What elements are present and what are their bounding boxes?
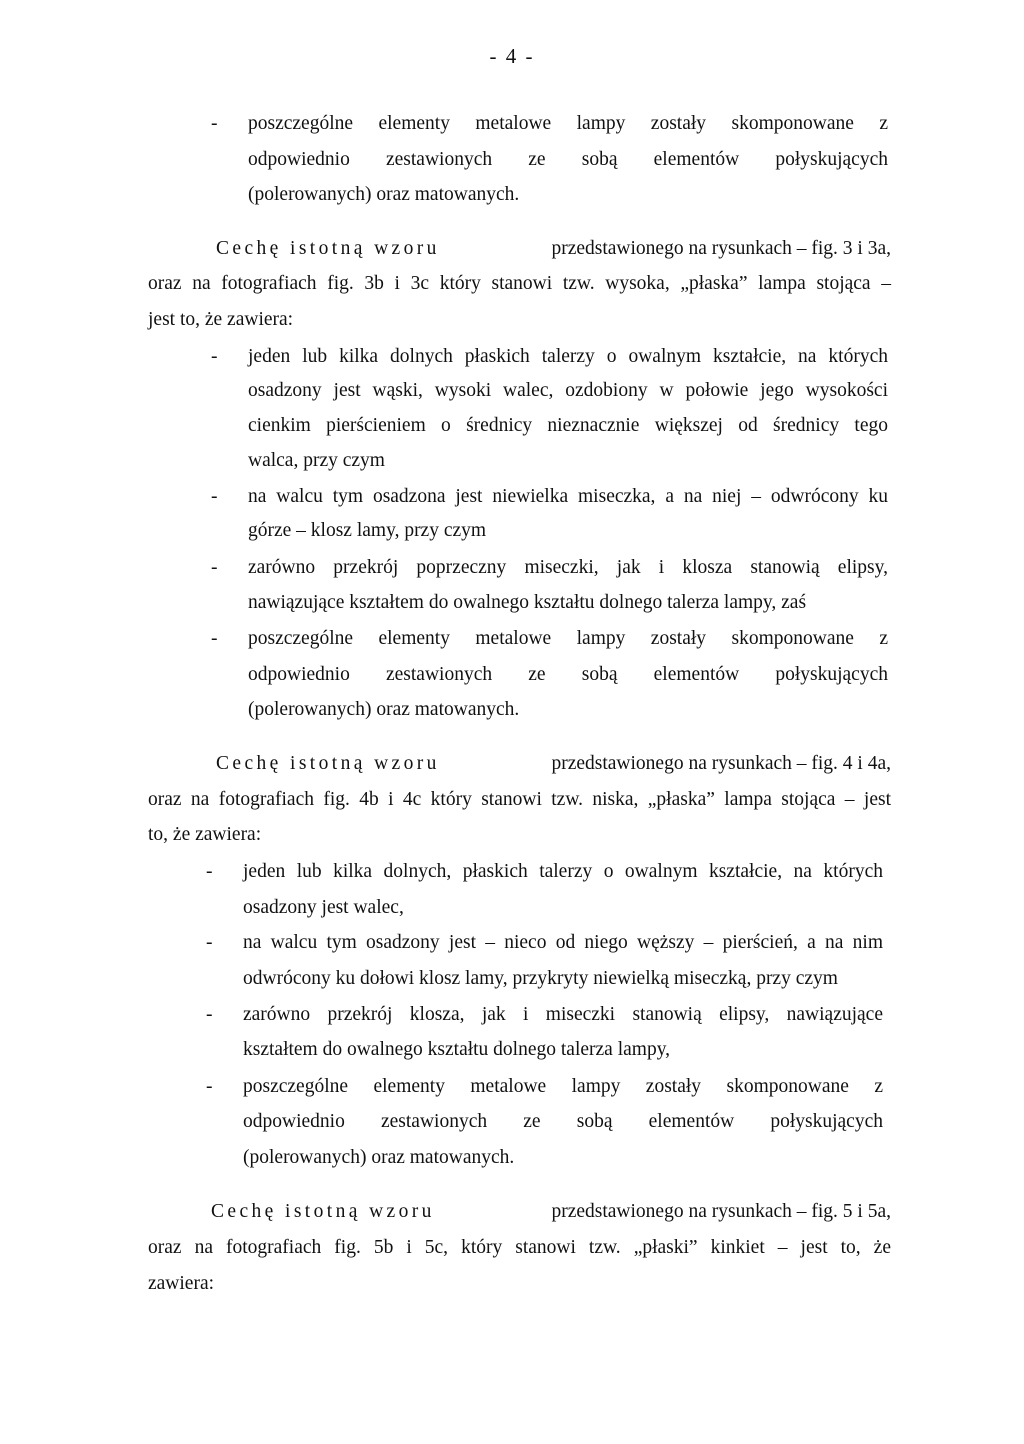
text-segment: przedstawionego na rysunkach – fig. 3 i 3a, bbox=[551, 238, 891, 259]
text-line: nawiązujące kształtem do owalnego kształtu dolnego talerza lampy, zaś bbox=[248, 592, 807, 613]
text-line: walca, przy czym bbox=[248, 450, 385, 471]
bullet-dash: - bbox=[211, 346, 218, 367]
text-line: odpowiednio zestawionych ze sobą elementów połyskujących bbox=[248, 664, 888, 685]
emphasis-lead: Cechę istotną wzoru bbox=[211, 1201, 435, 1222]
text-line: cienkim pierścieniem o średnicy nieznacznie większej od średnicy tego bbox=[248, 415, 888, 436]
text-line: (polerowanych) oraz matowanych. bbox=[243, 1147, 515, 1168]
text-line: jeden lub kilka dolnych, płaskich talerzy o owalnym kształcie, na których bbox=[243, 861, 883, 882]
text-line: oraz na fotografiach fig. 4b i 4c który stanowi tzw. niska, „płaska” lampa stojąca – jest bbox=[148, 789, 891, 810]
text-line: oraz na fotografiach fig. 5b i 5c, który stanowi tzw. „płaski” kinkiet – jest to, że bbox=[148, 1237, 891, 1258]
text-line: odpowiednio zestawionych ze sobą elementów połyskujących bbox=[243, 1111, 883, 1132]
bullet-dash: - bbox=[206, 1076, 213, 1097]
paragraph-lead-line bbox=[211, 1200, 891, 1224]
emphasis-lead: Cechę istotną wzoru bbox=[216, 238, 440, 259]
text-line: poszczególne elementy metalowe lampy zostały skomponowane z bbox=[243, 1076, 883, 1097]
bullet-dash: - bbox=[211, 628, 218, 649]
text-line: oraz na fotografiach fig. 3b i 3c który stanowi tzw. wysoka, „płaska” lampa stojąca – bbox=[148, 273, 891, 294]
emphasis-lead: Cechę istotną wzoru bbox=[216, 753, 440, 774]
text-line: na walcu tym osadzony jest – nieco od niego węższy – pierścień, a na nim bbox=[243, 932, 883, 953]
text-line: zarówno przekrój klosza, jak i miseczki stanowią elipsy, nawiązujące bbox=[243, 1004, 883, 1025]
text-line: osadzony jest wąski, wysoki walec, ozdobiony w połowie jego wysokości bbox=[248, 380, 888, 401]
bullet-dash: - bbox=[211, 113, 218, 134]
text-line: poszczególne elementy metalowe lampy zostały skomponowane z bbox=[248, 113, 888, 134]
text-line: to, że zawiera: bbox=[148, 824, 262, 845]
bullet-dash: - bbox=[206, 932, 213, 953]
text-line: na walcu tym osadzona jest niewielka miseczka, a na niej – odwrócony ku bbox=[248, 486, 888, 507]
text-segment: przedstawionego na rysunkach – fig. 4 i 4a, bbox=[551, 753, 891, 774]
text-segment: przedstawionego na rysunkach – fig. 5 i 5a, bbox=[551, 1201, 891, 1222]
text-line: zarówno przekrój poprzeczny miseczki, jak i klosza stanowią elipsy, bbox=[248, 557, 888, 578]
text-line: (polerowanych) oraz matowanych. bbox=[248, 184, 520, 205]
text-line: zawiera: bbox=[148, 1273, 215, 1294]
paragraph-lead-line bbox=[216, 752, 891, 776]
text-line: osadzony jest walec, bbox=[243, 897, 404, 918]
text-line: kształtem do owalnego kształtu dolnego talerza lampy, bbox=[243, 1039, 671, 1060]
text-line: odpowiednio zestawionych ze sobą elementów połyskujących bbox=[248, 149, 888, 170]
bullet-dash: - bbox=[206, 1004, 213, 1025]
text-line: odwrócony ku dołowi klosz lamy, przykryty niewielką miseczką, przy czym bbox=[243, 968, 838, 989]
paragraph-lead-line bbox=[216, 237, 891, 261]
text-line: jest to, że zawiera: bbox=[148, 309, 294, 330]
bullet-dash: - bbox=[211, 557, 218, 578]
bullet-dash: - bbox=[211, 486, 218, 507]
text-line: górze – klosz lamy, przy czym bbox=[248, 520, 487, 541]
text-line: jeden lub kilka dolnych płaskich talerzy o owalnym kształcie, na których bbox=[248, 346, 888, 367]
text-line: poszczególne elementy metalowe lampy zostały skomponowane z bbox=[248, 628, 888, 649]
bullet-dash: - bbox=[206, 861, 213, 882]
page-number: - 4 - bbox=[489, 44, 535, 68]
text-line: (polerowanych) oraz matowanych. bbox=[248, 699, 520, 720]
